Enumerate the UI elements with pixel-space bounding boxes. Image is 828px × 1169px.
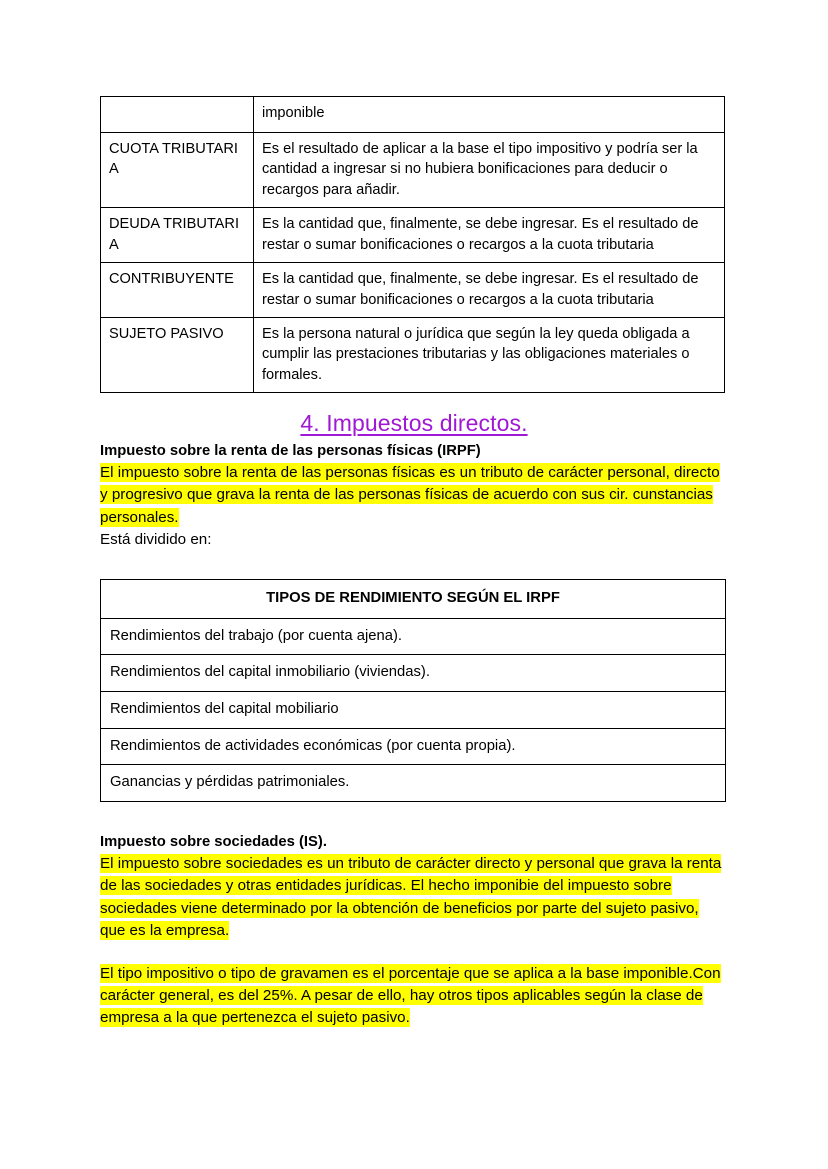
- irpf-yield-item: Rendimientos de actividades económicas (por cuenta propia).: [101, 728, 726, 765]
- irpf-definition-paragraph: [100, 462, 728, 529]
- concept-term: CONTRIBUYENTE: [101, 263, 254, 318]
- concept-term: SUJETO PASIVO: [101, 317, 254, 392]
- table-row: [101, 692, 726, 729]
- irpf-table-header: TIPOS DE RENDIMIENTO SEGÚN EL IRPF: [101, 579, 726, 618]
- irpf-yield-types-table: [100, 579, 726, 802]
- section-heading: [100, 410, 728, 437]
- table-row: [101, 728, 726, 765]
- concept-term: DEUDA TRIBUTARIA: [101, 208, 254, 263]
- concepts-table: [100, 96, 725, 393]
- table-row: [101, 97, 725, 133]
- irpf-yield-item: Ganancias y pérdidas patrimoniales.: [101, 765, 726, 802]
- concept-definition: Es la cantidad que, finalmente, se debe ingresar. Es el resultado de restar o sumar bonificaciones o recargos a la cuota tributaria: [254, 263, 725, 318]
- table-row: [101, 133, 725, 208]
- concept-term: CUOTA TRIBUTARIA: [101, 133, 254, 208]
- spacer: [100, 802, 728, 830]
- sociedades-paragraph-1: [100, 853, 728, 942]
- table-row: [101, 765, 726, 802]
- concept-definition: imponible: [254, 97, 725, 133]
- table-header-row: [101, 579, 726, 618]
- concept-definition: Es la persona natural o jurídica que según la ley queda obligada a cumplir las prestaciones tributarias y las obligaciones materiales o formales.: [254, 317, 725, 392]
- table-row: [101, 263, 725, 318]
- table-row: [101, 618, 726, 655]
- concept-definition: Es la cantidad que, finalmente, se debe ingresar. Es el resultado de restar o sumar bonificaciones o recargos a la cuota tributaria: [254, 208, 725, 263]
- spacer: [100, 551, 728, 579]
- sociedades-paragraph-1-text: El impuesto sobre sociedades es un tributo de carácter directo y personal que grava la renta de las sociedades y otras entidades jurídicas. El hecho imponibie del impuesto sobre sociedades viene determinado por la obtención de beneficios por parte del sujeto pasivo, que es la empresa.: [100, 855, 722, 939]
- sociedades-paragraph-2-text: El tipo impositivo o tipo de gravamen es el porcentaje que se aplica a la base imponible.Con carácter general, es del 25%. A pesar de ello, hay otros tipos aplicables según la clase de empresa a la que pertenezca el sujeto pasivo.: [100, 964, 721, 1027]
- section-heading-text: 4. Impuestos directos.: [300, 410, 528, 437]
- irpf-yield-item: Rendimientos del capital mobiliario: [101, 692, 726, 729]
- table-row: [101, 317, 725, 392]
- concept-definition: Es el resultado de aplicar a la base el tipo impositivo y podría ser la cantidad a ingresar si no hubiera bonificaciones para deducir o recargos para añadir.: [254, 133, 725, 208]
- irpf-yield-item: Rendimientos del trabajo (por cuenta ajena).: [101, 618, 726, 655]
- irpf-definition-text: El impuesto sobre la renta de las personas físicas es un tributo de carácter personal, directo y progresivo que grava la renta de las personas físicas de acuerdo con sus cir. cunstancias personales.: [100, 464, 720, 526]
- paragraph-spacer: [100, 942, 728, 963]
- concept-term: [101, 97, 254, 133]
- irpf-intro-line: Está dividido en:: [100, 530, 212, 548]
- irpf-yield-item: Rendimientos del capital inmobiliario (viviendas).: [101, 655, 726, 692]
- irpf-subheading: Impuesto sobre la renta de las personas físicas (IRPF): [100, 443, 481, 460]
- page-content: [100, 96, 728, 1030]
- table-row: [101, 655, 726, 692]
- sociedades-paragraph-2: [100, 963, 728, 1030]
- table-row: [101, 208, 725, 263]
- sociedades-subheading: Impuesto sobre sociedades (IS).: [100, 834, 327, 851]
